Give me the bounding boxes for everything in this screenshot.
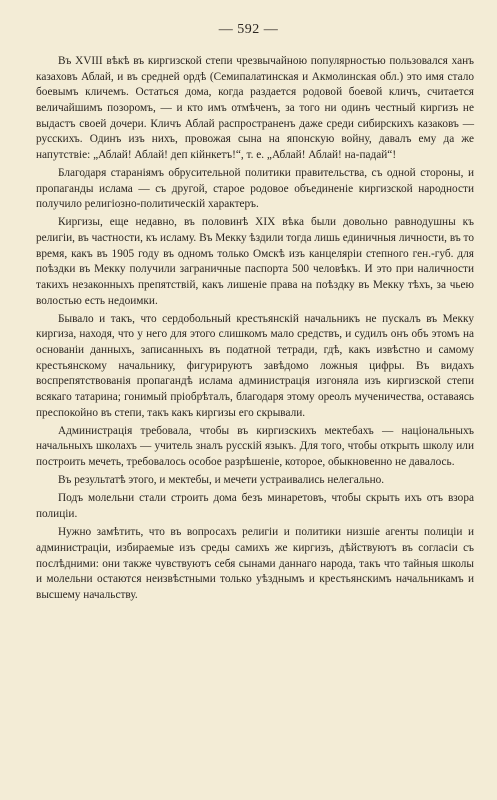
paragraph-6: Въ результатѣ этого, и мектебы, и мечети устраивались нелегально. (58, 474, 385, 487)
paragraph-5: Администрація требовала, чтобы въ киргизскихъ мектебахъ — національныхъ начальныхъ школахъ — учитель зналъ русскій языкъ. Для того, чтобы открыть школу или построить мечеть, требовалось особое разрѣшеніе, которое, обыкновенно не давалось. (36, 424, 474, 468)
paragraph-1: Въ XVIII вѣкѣ въ киргизской степи чрезвычайною популярностью пользовался ханъ казаховъ Аблай, и въ средней ордѣ (Семипалатинская и Акмолинская обл.) это имя стало боевымъ кличемъ. Остаться дома, когда раздается родовой боевой кличъ, считается величайшимъ позоромъ, — и кто имъ отмѣченъ, за того ни одинъ честный киргизъ не выдастъ своей дочери. Кличъ Аблай распространенъ даже среди сибирскихъ казаковъ — русскихъ. Одинъ изъ нихъ, провожая сына на японскую войну, давалъ ему да же напутствіе: „Аблай! Аблай! деп кійнкетъ!“, т. е. „Аблай! Аблай! на-падай“! (36, 55, 474, 161)
page-number: — 592 — (218, 22, 279, 37)
paragraph-8: Нужно замѣтить, что въ вопросахъ религіи и политики низшіе агенты полиціи и администраціи, избираемые изъ среды самихъ же киргизъ, дѣйствуютъ въ согласіи съ послѣдними: они также чувствуютъ себя сынами даннаго народа, такъ что тайныя школы и молельни остаются неизвѣстными только уѣзднымъ и крестьянскимъ начальникамъ и высшему начальству. (36, 526, 474, 601)
paragraph-4: Бывало и такъ, что сердобольный крестьянскій начальникъ не пускалъ въ Мекку киргиза, находя, что у него для этого слишкомъ мало средствъ, и судилъ онъ объ этомъ на основаніи данныхъ, записанныхъ въ податной тетради, гдѣ, какъ извѣстно и самому крестьянскому начальнику, фигурируютъ завѣдомо ложныя цифры. Въ видахъ воспрепятствованія пропагандѣ ислама администрація изгоняла изъ киргизской степи всякаго татарина; гонимый пріобрѣталъ, благодаря этому ореолъ мученичества, оставаясь преспокойно въ степи, такъ какъ киргизы его скрывали. (36, 312, 474, 419)
paragraph-3: Киргизы, еще недавно, въ половинѣ XIX вѣка были довольно равнодушны къ религіи, въ частности, къ исламу. Въ Мекку ѣздили тогда лишь единичныя личности, въ то время, какъ въ 1905 году въ одномъ только Омскѣ изъ канцеляріи степного ген.-губ. для поѣздки въ Мекку получили заграничные паспорта 500 человѣкъ. И это при наличности такихъ незаконныхъ препятствій, какъ лишеніе права на поѣздку въ Мекку тѣхъ, за чьею волостью есть недоимки. (36, 216, 474, 307)
paragraph-7: Подъ молельни стали строить дома безъ минаретовъ, чтобы скрыть ихъ отъ взора полиціи. (36, 492, 474, 521)
body-text (36, 54, 474, 606)
paragraph-2: Благодаря стараніямъ обрусительной политики правительства, съ одной стороны, и пропаганды ислама — съ другой, старое родовое объединеніе киргизской народности получило религіозно-политическій характеръ. (36, 166, 474, 211)
